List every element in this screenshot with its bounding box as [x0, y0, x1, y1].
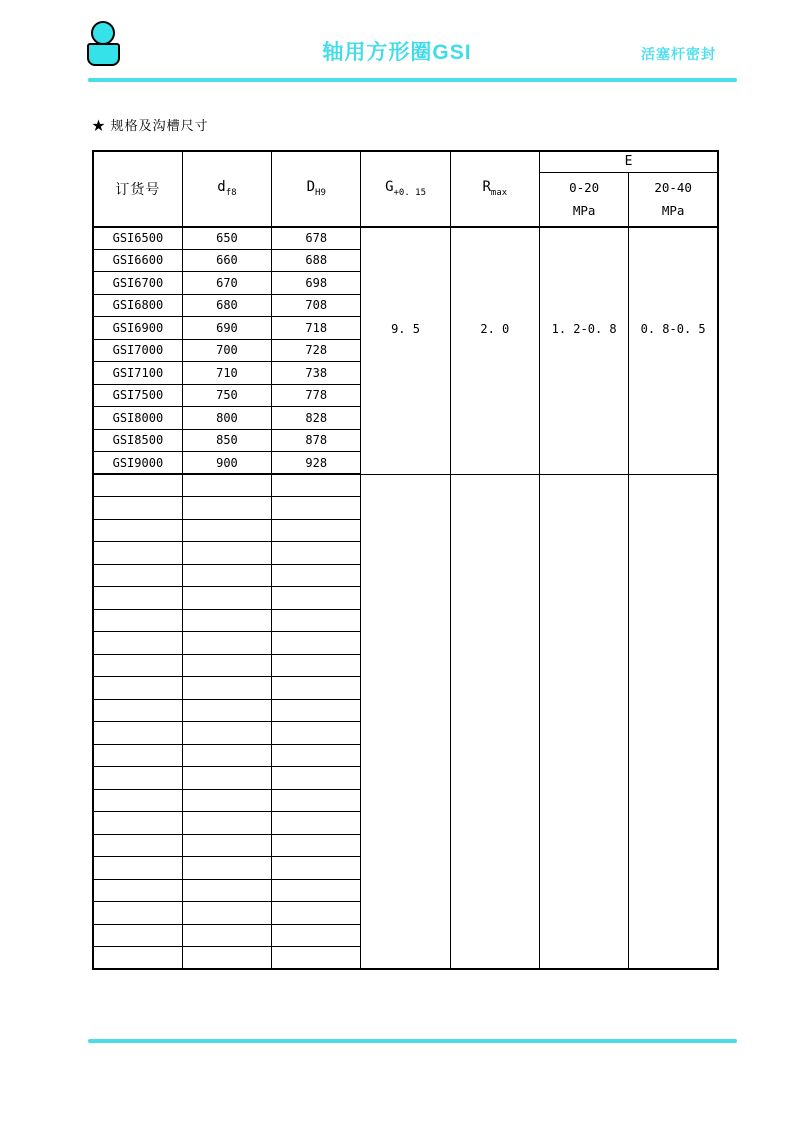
empty-table-cell	[182, 609, 271, 632]
empty-table-cell	[182, 587, 271, 610]
empty-merged-cell	[450, 474, 539, 969]
column-header-order-no: 订货号	[93, 151, 182, 227]
empty-table-cell	[272, 924, 361, 947]
e-high-unit: MPa	[661, 202, 685, 218]
empty-table-cell	[182, 902, 271, 925]
empty-table-cell	[93, 767, 182, 790]
empty-table-cell	[272, 542, 361, 565]
table-cell: 680	[182, 294, 271, 317]
table-cell: 900	[182, 452, 271, 475]
column-header-R	[450, 151, 539, 227]
empty-table-cell	[272, 947, 361, 970]
empty-table-cell	[93, 699, 182, 722]
table-cell: 688	[272, 249, 361, 272]
table-cell: 928	[272, 452, 361, 475]
empty-table-cell	[182, 947, 271, 970]
e-high-merged-value: 0. 8-0. 5	[629, 227, 718, 475]
empty-table-cell	[272, 609, 361, 632]
table-cell: GSI9000	[93, 452, 182, 475]
empty-table-cell	[93, 497, 182, 520]
table-cell: 738	[272, 362, 361, 385]
empty-table-cell	[272, 857, 361, 880]
column-header-e-low	[539, 172, 628, 227]
column-header-e-high	[629, 172, 718, 227]
table-cell: GSI6500	[93, 227, 182, 250]
table-cell: 750	[182, 384, 271, 407]
table-cell: 850	[182, 429, 271, 452]
table-cell: 778	[272, 384, 361, 407]
e-low-range: 0-20	[569, 180, 600, 196]
empty-table-cell	[272, 789, 361, 812]
column-header-G-sub: +0. 15	[393, 188, 427, 199]
table-cell: 878	[272, 429, 361, 452]
empty-table-cell	[272, 654, 361, 677]
table-cell: 660	[182, 249, 271, 272]
table-cell: 650	[182, 227, 271, 250]
table-cell: 800	[182, 407, 271, 430]
table-cell: GSI7000	[93, 339, 182, 362]
empty-table-cell	[182, 632, 271, 655]
header-rule	[88, 78, 737, 82]
empty-table-cell	[272, 632, 361, 655]
empty-table-cell	[272, 677, 361, 700]
empty-table-cell	[93, 609, 182, 632]
empty-table-cell	[272, 902, 361, 925]
table-cell: 698	[272, 272, 361, 295]
empty-table-cell	[93, 587, 182, 610]
empty-table-row	[93, 474, 718, 497]
empty-table-cell	[93, 924, 182, 947]
table-cell: GSI6800	[93, 294, 182, 317]
empty-table-cell	[272, 879, 361, 902]
e-low-merged-value: 1. 2-0. 8	[539, 227, 628, 475]
table-cell: GSI6900	[93, 317, 182, 340]
empty-table-cell	[93, 857, 182, 880]
empty-table-cell	[182, 564, 271, 587]
column-header-e: E	[539, 151, 718, 172]
table-cell: 678	[272, 227, 361, 250]
table-cell: GSI7100	[93, 362, 182, 385]
e-high-range: 20-40	[654, 180, 692, 196]
empty-table-cell	[93, 542, 182, 565]
table-cell: GSI6600	[93, 249, 182, 272]
empty-table-cell	[93, 632, 182, 655]
empty-table-cell	[93, 654, 182, 677]
empty-merged-cell	[629, 474, 718, 969]
empty-table-cell	[272, 834, 361, 857]
column-header-d-base: d	[217, 179, 226, 196]
column-header-D	[272, 151, 361, 227]
empty-table-cell	[93, 744, 182, 767]
empty-table-cell	[272, 767, 361, 790]
empty-table-cell	[272, 587, 361, 610]
empty-table-cell	[93, 722, 182, 745]
table-cell: 710	[182, 362, 271, 385]
empty-table-cell	[182, 542, 271, 565]
table-cell: 828	[272, 407, 361, 430]
empty-table-cell	[272, 564, 361, 587]
table-cell: GSI6700	[93, 272, 182, 295]
empty-table-cell	[93, 519, 182, 542]
empty-table-cell	[182, 834, 271, 857]
header-right-label: 活塞杆密封	[641, 46, 716, 62]
empty-table-cell	[182, 654, 271, 677]
empty-table-cell	[182, 699, 271, 722]
empty-table-cell	[93, 677, 182, 700]
empty-table-cell	[93, 902, 182, 925]
empty-table-cell	[93, 879, 182, 902]
column-header-G	[361, 151, 450, 227]
empty-table-cell	[182, 767, 271, 790]
empty-table-cell	[182, 924, 271, 947]
page-title: 轴用方形圈GSI	[322, 41, 472, 64]
empty-table-cell	[93, 812, 182, 835]
column-header-R-base: R	[482, 179, 491, 196]
spec-table	[92, 150, 719, 970]
empty-table-cell	[93, 564, 182, 587]
table-cell: 718	[272, 317, 361, 340]
empty-table-cell	[272, 474, 361, 497]
empty-table-cell	[272, 699, 361, 722]
table-cell: GSI7500	[93, 384, 182, 407]
table-cell: 690	[182, 317, 271, 340]
empty-table-cell	[182, 722, 271, 745]
e-low-unit: MPa	[572, 202, 596, 218]
empty-table-cell	[182, 474, 271, 497]
table-cell: GSI8000	[93, 407, 182, 430]
table-cell: 708	[272, 294, 361, 317]
empty-merged-cell	[361, 474, 450, 969]
table-cell: 670	[182, 272, 271, 295]
section-title: ★ 规格及沟槽尺寸	[92, 118, 209, 133]
empty-table-cell	[93, 474, 182, 497]
footer-rule	[88, 1039, 737, 1043]
empty-table-cell	[272, 722, 361, 745]
table-body	[93, 227, 718, 970]
column-header-D-sub: H9	[315, 188, 326, 199]
empty-table-cell	[93, 947, 182, 970]
empty-table-cell	[182, 812, 271, 835]
r-merged-value: 2. 0	[450, 227, 539, 475]
empty-table-cell	[182, 879, 271, 902]
empty-table-cell	[182, 789, 271, 812]
empty-table-cell	[93, 834, 182, 857]
empty-table-cell	[272, 744, 361, 767]
empty-table-cell	[182, 519, 271, 542]
empty-table-cell	[272, 812, 361, 835]
table-row	[93, 227, 718, 250]
column-header-d	[182, 151, 271, 227]
empty-table-cell	[182, 857, 271, 880]
empty-table-cell	[93, 789, 182, 812]
empty-table-cell	[182, 497, 271, 520]
column-header-D-base: D	[306, 179, 316, 196]
column-header-R-sub: max	[490, 188, 508, 199]
table-cell: GSI8500	[93, 429, 182, 452]
empty-table-cell	[272, 497, 361, 520]
e-low-stack	[540, 173, 628, 226]
column-header-d-sub: f8	[225, 188, 237, 199]
column-header-G-base: G	[385, 179, 394, 196]
empty-table-cell	[182, 744, 271, 767]
g-merged-value: 9. 5	[361, 227, 450, 475]
e-high-stack	[629, 173, 717, 226]
table-cell: 728	[272, 339, 361, 362]
table-cell: 700	[182, 339, 271, 362]
empty-table-cell	[182, 677, 271, 700]
empty-table-cell	[272, 519, 361, 542]
empty-merged-cell	[539, 474, 628, 969]
